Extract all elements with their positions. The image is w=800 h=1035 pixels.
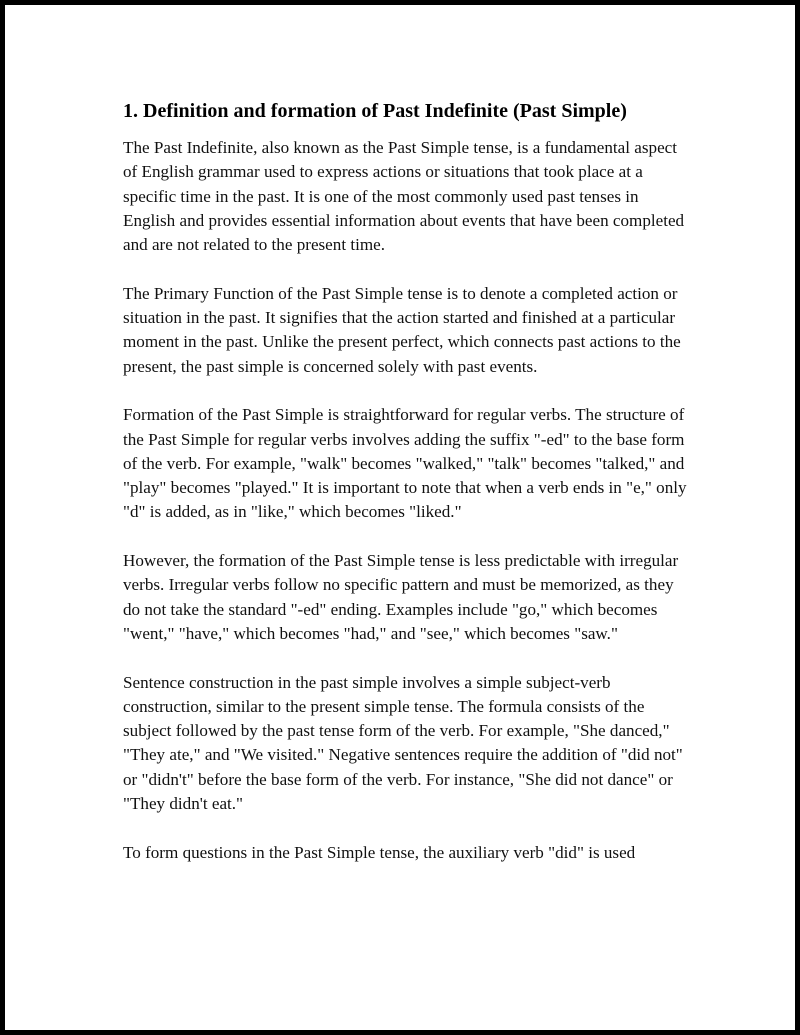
paragraph-irregular-verbs: However, the formation of the Past Simple tense is less predictable with irregular verbs. Irregular verbs follow no specific pattern and must be memorized, as they do not take the standard "-ed" ending. Examples include "go," which becomes "went," "have," which becomes "had," and "see," which becomes "saw." (123, 551, 679, 643)
paragraph-primary-function: The Primary Function of the Past Simple tense is to denote a completed action or situation in the past. It signifies that the action started and finished at a particular moment in the past. Unlike the present perfect, which connects past actions to the present, the past simple is concerned solely with past events. (123, 283, 681, 376)
paragraph-intro: The Past Indefinite, also known as the Past Simple tense, is a fundamental aspect of English grammar used to express actions or situations that took place at a specific time in the past. It is one of the most commonly used past tenses in English and provides essential information about events that have been completed and are not related to the present time. (123, 138, 685, 255)
document-body (123, 97, 693, 889)
paragraph-regular-verbs: Formation of the Past Simple is straightforward for regular verbs. The structure of the Past Simple for regular verbs involves adding the suffix "-ed" to the base form of the verb. For example, "walk" becomes "walked," "talk" becomes "talked," and "play" becomes "played." It is important to note that when a verb ends in "e," only "d" is added, as in "like," which becomes "liked." (123, 405, 687, 522)
paragraph-questions: To form questions in the Past Simple tense, the auxiliary verb "did" is used (123, 842, 636, 862)
paragraph-sentence-construction: Sentence construction in the past simple involves a simple subject-verb construction, similar to the present simple tense. The formula consists of the subject followed by the past tense form of the verb. For example, "She danced," "They ate," and "We visited." Negative sentences require the addition of "did not" or "didn't" before the base form of the verb. For instance, "She did not dance" or "They didn't eat." (123, 672, 683, 814)
section-heading: 1. Definition and formation of Past Indefinite (Past Simple) (123, 100, 627, 122)
